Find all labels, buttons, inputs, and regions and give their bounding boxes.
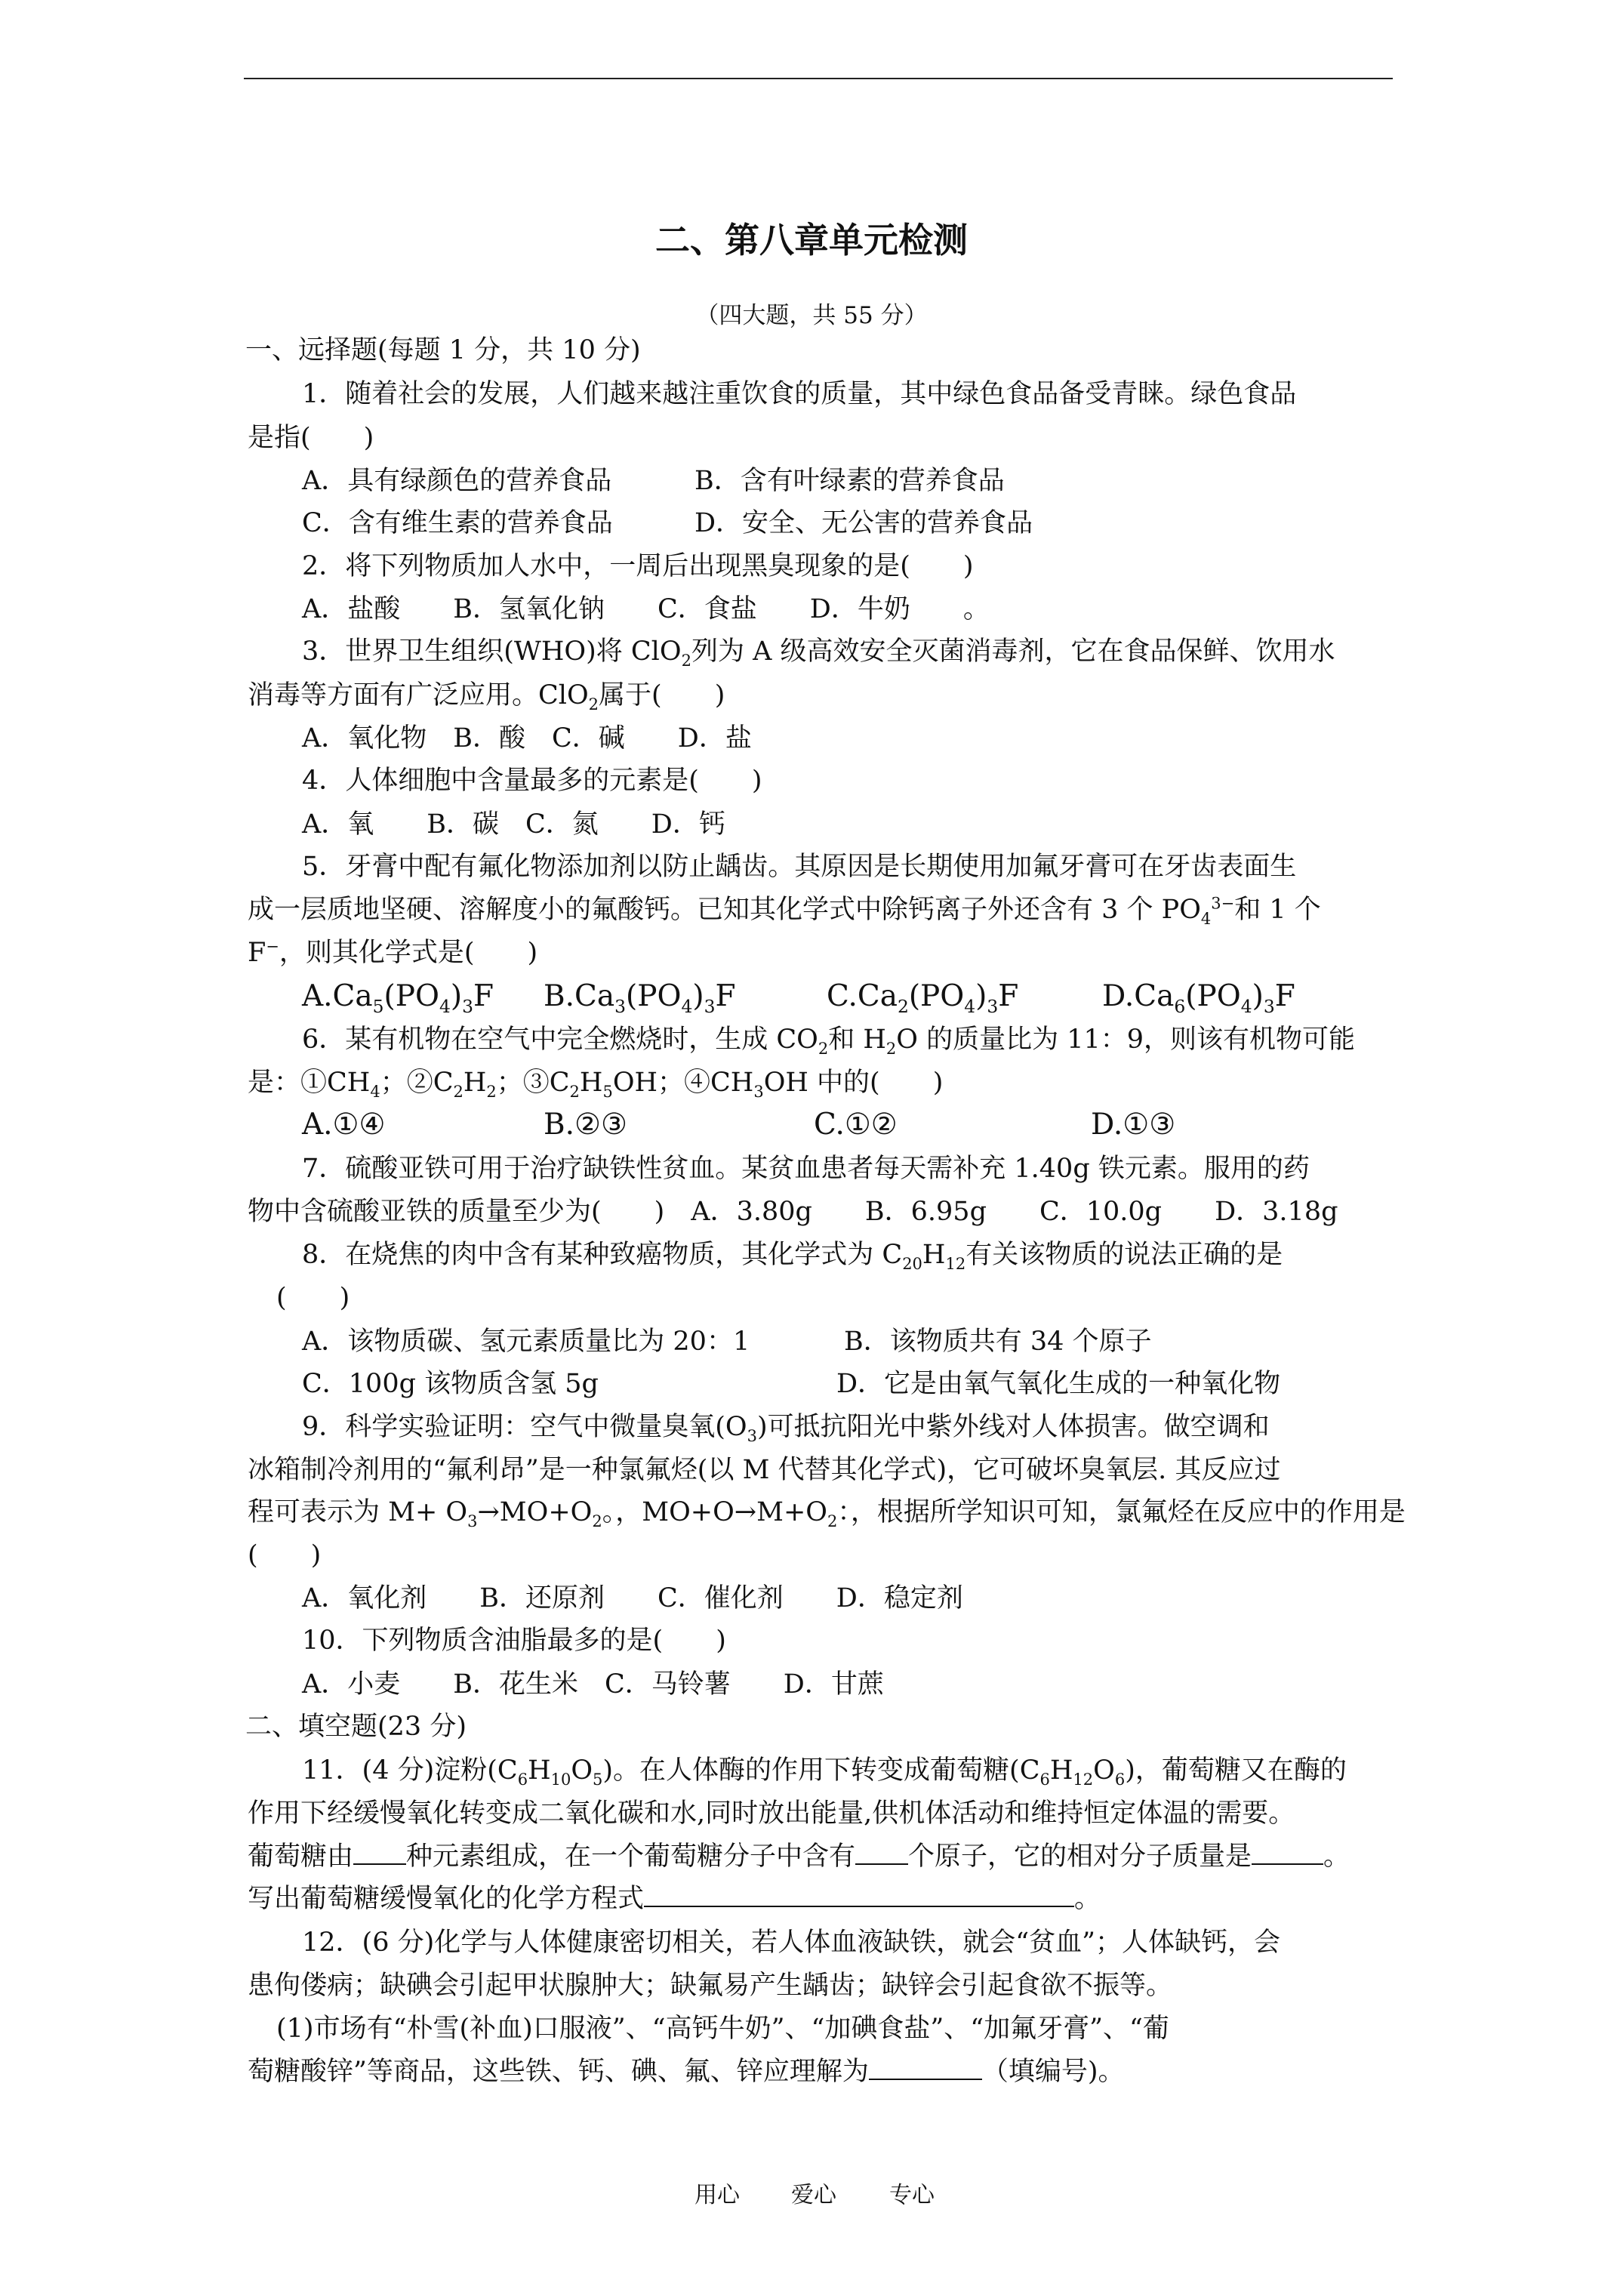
q7-line1: 7．硫酸亚铁可用于治疗缺铁性贫血。某贫血患者每天需补充 1.40g 铁元素。服用的药 (302, 1154, 1310, 1184)
q5-line2: 成一层质地坚硬、溶解度小的氟酸钙。已知其化学式中除钙离子外还含有 3 个 $PO_4^{3-}$和 1 个 (248, 894, 1321, 928)
blank-molecular-mass[interactable] (1252, 1844, 1323, 1865)
q10-line1: 10．下列物质含油脂最多的是( ) (302, 1626, 726, 1656)
page-subtitle: （四大题，共 55 分） (695, 302, 928, 329)
blank-q12-answer[interactable] (869, 2059, 982, 2080)
q11-line4: 写出葡萄糖缓慢氧化的化学方程式 。 (248, 1884, 1101, 1914)
q11-line1: 11．(4 分)淀粉$(C_6H_{10}O_5)$。在人体酶的作用下转变成葡萄糖$(C_6H_{12}O_6)$，葡萄糖又在酶的 (302, 1755, 1347, 1789)
q2-line1: 2．将下列物质加人水中，一周后出现黑臭现象的是( ) (302, 551, 974, 581)
q8-option-c: C．100g 该物质含氢 5g (302, 1369, 599, 1399)
q2-options: A．盐酸 B．氢氧化钠 C．食盐 D．牛奶 。 (302, 594, 990, 624)
header-rule (244, 78, 1393, 79)
q5-option-d: $D.Ca_6(PO_4)_3F$ (1102, 979, 1295, 1017)
q8-line1: 8．在烧焦的肉中含有某种致癌物质，其化学式为 $C_{20}H_{12}$有关该物质的说法正确的是 (302, 1240, 1283, 1273)
q11-line3: 葡萄糖由 种元素组成，在一个葡萄糖分子中含有 个原子，它的相对分子质量是 。 (248, 1841, 1350, 1872)
q9-line4: ( ) (248, 1540, 322, 1570)
page-title: 二、第八章单元检测 (655, 220, 968, 260)
q12-line3: (1)市场有“朴雪(补血)口服液”、“高钙牛奶”、“加碘食盐”、“加氟牙膏”、“葡 (276, 2014, 1169, 2044)
q6-option-c: C.①② (814, 1108, 898, 1142)
q11-line2: 作用下经缓慢氧化转变成二氧化碳和水,同时放出能量,供机体活动和维持恒定体温的需要。 (248, 1798, 1295, 1829)
footer-text-3: 专心 (889, 2182, 935, 2208)
blank-element-count[interactable] (353, 1844, 406, 1865)
q12-line4: 萄糖酸锌”等商品，这些铁、钙、碘、氟、锌应理解为 （填编号)。 (248, 2057, 1125, 2087)
q3-line1: 3．世界卫生组织(WHO)将 ClO$_2$列为 A 级高效安全灭菌消毒剂，它在食品保鲜、饮用水 (302, 636, 1335, 670)
q9-line3: 程可表示为 $M+ O_3\to MO+O_2$。，$MO+O\to M+O_2$：，根据所学知识可知，氯氟烃在反应中的作用是 (248, 1497, 1406, 1530)
q6-option-b: B.②③ (544, 1108, 627, 1142)
q4-options: A．氧 B．碳 C．氮 D．钙 (302, 809, 725, 840)
q1-option-a: A．具有绿颜色的营养食品 (302, 466, 612, 496)
q1-option-c: C．含有维生素的营养食品 (302, 508, 613, 538)
q8-option-a: A．该物质碳、氢元素质量比为 20：1 (302, 1327, 750, 1357)
q5-option-a: $A.Ca_5(PO_4)_3F$ (302, 979, 494, 1017)
q1-line2: 是指( ) (248, 423, 374, 453)
q6-line1: 6．某有机物在空气中完全燃烧时，生成 $CO_2$和 $H_2O$ 的质量比为 11：9，则该有机物可能 (302, 1025, 1356, 1058)
q10-options: A．小麦 B．花生米 C．马铃薯 D．甘蔗 (302, 1669, 884, 1700)
q8-line2: ( ) (276, 1283, 350, 1313)
q6-option-d: D.①③ (1091, 1108, 1176, 1142)
q5-line3: F−，则其化学式是( ) (248, 937, 538, 968)
q3-options: A．氧化物 B．酸 C．碱 D．盐 (302, 723, 752, 754)
q9-line1: 9．科学实验证明：空气中微量臭氧$(O_3)$可抵抗阳光中紫外线对人体损害。做空调和 (302, 1412, 1270, 1445)
q6-option-a: A.①④ (302, 1108, 386, 1142)
q8-option-d: D．它是由氧气氧化生成的一种氧化物 (836, 1369, 1281, 1399)
section-heading-fill: 二、填空题(23 分) (245, 1712, 467, 1742)
q8-option-b: B．该物质共有 34 个原子 (844, 1327, 1152, 1357)
q7-line2: 物中含硫酸亚铁的质量至少为( ) A．3.80g B．6.95g C．10.0g D．3.18g (248, 1197, 1338, 1227)
footer-text-1: 用心 (694, 2182, 740, 2208)
q12-line1: 12．(6 分)化学与人体健康密切相关，若人体血液缺铁，就会“贫血”；人体缺钙，会 (302, 1928, 1281, 1958)
q12-line2: 患佝偻病；缺碘会引起甲状腺肿大；缺氟易产生龋齿；缺锌会引起食欲不振等。 (248, 1971, 1173, 2001)
blank-equation[interactable] (644, 1886, 1074, 1907)
q1-option-b: B．含有叶绿素的营养食品 (694, 466, 1005, 496)
q3-line2: 消毒等方面有广泛应用。ClO$_2$属于( ) (248, 680, 725, 713)
blank-atom-count[interactable] (855, 1844, 908, 1865)
q5-option-c: $C.Ca_2(PO_4)_3F$ (827, 979, 1019, 1017)
footer-text-2: 爱心 (791, 2182, 836, 2208)
q1-line1: 1．随着社会的发展，人们越来越注重饮食的质量，其中绿色食品备受青睐。绿色食品 (302, 379, 1297, 409)
q1-option-d: D．安全、无公害的营养食品 (694, 508, 1033, 538)
q6-line2: 是：$①CH_4$；$②C_2H_2$；$③C_2H_5OH$；$④CH_3OH$ 中的( ) (248, 1068, 944, 1101)
q5-option-b: $B.Ca_3(PO_4)_3F$ (544, 979, 736, 1017)
section-heading-choice: 一、远择题(每题 1 分，共 10 分) (245, 335, 641, 365)
q4-line1: 4．人体细胞中含量最多的元素是( ) (302, 766, 762, 796)
q9-options: A．氧化剂 B．还原剂 C．催化剂 D．稳定剂 (302, 1583, 963, 1613)
q9-line2: 冰箱制冷剂用的“氟利昂”是一种氯氟烃(以 M 代替其化学式)，它可破坏臭氧层. 其反应过 (248, 1455, 1281, 1485)
q5-line1: 5．牙膏中配有氟化物添加剂以防止龋齿。其原因是长期使用加氟牙膏可在牙齿表面生 (302, 852, 1297, 882)
